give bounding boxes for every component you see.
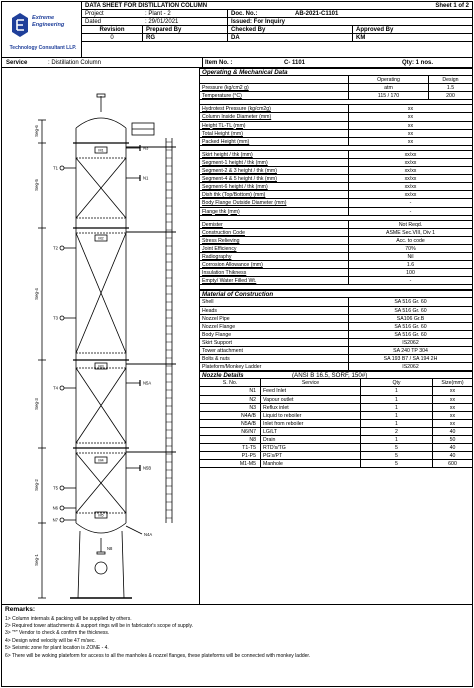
project-value: : Plant - 2 xyxy=(145,11,171,17)
nozzle-left-label-2: T3 xyxy=(53,315,58,321)
nozzle-rows xyxy=(200,387,472,468)
thk-row xyxy=(200,183,472,191)
doc-title: DATA SHEET FOR DISTILLATION COLUMN xyxy=(85,3,208,9)
nozzle-qty: 1 xyxy=(360,387,432,394)
design-row xyxy=(200,229,472,237)
docno-label: Doc. No.: xyxy=(227,10,292,18)
material-row xyxy=(200,323,472,331)
material-value: SA 240 TP 304 xyxy=(348,347,472,354)
datasheet xyxy=(1,1,473,687)
header-row-title xyxy=(82,2,472,10)
nozzle-service: Feed Inlet xyxy=(260,387,360,394)
design-label: Construction Code xyxy=(202,229,245,236)
nozzle-right-label-2: N5A xyxy=(143,380,152,386)
nozzle-right-label-3: N5B xyxy=(143,465,152,471)
revision-value: 0 xyxy=(110,35,114,41)
nozzle-qty: 5 xyxy=(360,460,432,467)
thk-label: Flange thk (mm) xyxy=(202,208,240,215)
mech-label: Hydrotest Pressure (kg/cm2g) xyxy=(202,106,271,113)
nozzle-service: Drain xyxy=(260,436,360,443)
header-row-names xyxy=(82,34,472,42)
nozzle-left-label-3: T4 xyxy=(53,385,58,391)
item-value: C- 1101 xyxy=(284,60,306,66)
section-operating-title: Operating & Mechanical Data xyxy=(200,68,472,76)
thk-label: Dish thk (Top/Bottom) (mm) xyxy=(202,192,266,199)
material-row xyxy=(200,363,472,371)
manhole-label-1: M2 xyxy=(98,236,104,241)
col-design: Design xyxy=(428,76,472,83)
nozzle-header-service: Service xyxy=(260,379,360,386)
nozzle-size: 600 xyxy=(432,460,472,467)
thk-value: xx/xx xyxy=(348,191,472,198)
material-label: Shell xyxy=(202,299,214,306)
design-value: 1.6 xyxy=(348,261,472,268)
material-value: SA106 Gr.B xyxy=(348,315,472,322)
col-operating: Operating xyxy=(348,76,428,83)
nozzle-header-row xyxy=(200,379,472,387)
design-row xyxy=(200,237,472,245)
design-label: Radiography xyxy=(202,253,232,260)
nozzle-service: Reflux inlet xyxy=(260,404,360,411)
nozzle-sno: N1 xyxy=(249,388,256,395)
nozzle-size: 40 xyxy=(432,452,472,459)
skirt-access-opening xyxy=(95,562,107,574)
nozzle-left-bulb-6 xyxy=(60,518,64,522)
approved-value: KM xyxy=(352,34,472,42)
drain-flange xyxy=(97,552,105,554)
thk-row xyxy=(200,191,472,199)
mechanical-rows xyxy=(200,105,472,145)
section-nozzle-title: Nozzle Details (ANSI B 16.5, SORF, 150#) xyxy=(200,371,472,379)
mech-label: Packed Height (mm) xyxy=(202,138,250,145)
design-value: - xyxy=(348,277,472,284)
material-label: Skirt Support xyxy=(202,339,232,346)
header-row-roles xyxy=(82,26,472,34)
nozzle-left-label-1: T2 xyxy=(53,245,58,251)
nozzle-qty: 1 xyxy=(360,420,432,427)
approved-label: Approved By xyxy=(352,26,472,34)
nozzle-sno: N6/N7 xyxy=(241,428,256,435)
operating-row xyxy=(200,84,472,92)
item-label: Item No. : xyxy=(202,58,232,68)
section-material-title: Material of Construction xyxy=(200,290,472,298)
nozzle-row xyxy=(200,412,472,420)
operating-op: 115 / 170 xyxy=(348,92,428,99)
segment-label-0: Seg-6 xyxy=(34,125,39,137)
nozzle-service: LG/LT xyxy=(260,428,360,435)
company-logo xyxy=(2,2,82,58)
thk-row xyxy=(200,175,472,183)
manhole-label-4: M5 xyxy=(98,513,104,518)
remark-line: 3> "*" Vendor to check & confirm the thickness. xyxy=(5,630,110,637)
material-label: Bolts & nuts xyxy=(202,356,230,363)
header-row-blank xyxy=(82,42,472,58)
mech-value: xx xyxy=(348,122,472,129)
nozzle-header-qty: Qty xyxy=(360,379,432,386)
nozzle-row xyxy=(200,436,472,444)
design-value: Acc. to code xyxy=(348,237,472,244)
material-value: SA 193 B7 / SA 194 2H xyxy=(348,355,472,362)
nozzle-size: xx xyxy=(432,387,472,394)
material-row xyxy=(200,298,472,306)
manhole-label-3: M4 xyxy=(98,458,104,463)
thk-value: xx/xx xyxy=(348,175,472,182)
material-row xyxy=(200,339,472,347)
nozzle-sno: P1-P5 xyxy=(241,453,256,460)
mech-row xyxy=(200,105,472,113)
thk-value: xx/xx xyxy=(348,159,472,166)
bottom-head xyxy=(76,523,126,533)
design-label: Stress Relieving xyxy=(202,237,240,244)
remark-line: 6> There will be woking plateform for access to all the manholes & nozzel flanges, these plateforms will be connected with monkey ladder. xyxy=(5,652,311,659)
material-rows xyxy=(200,298,472,371)
thk-row xyxy=(200,159,472,167)
nozzle-sno: N3 xyxy=(249,404,256,411)
design-rows xyxy=(200,221,472,286)
design-row xyxy=(200,253,472,261)
nozzle-sno: N4A/B xyxy=(241,412,256,419)
material-label: Nozzel Flange xyxy=(202,323,236,330)
nozzle-header-size: Size(mm) xyxy=(432,379,472,386)
material-value: SA 516 Gr. 60 xyxy=(348,307,472,314)
nozzle-left-bulb-4 xyxy=(60,486,64,490)
design-value: ASME Sec.VIII, Div 1 xyxy=(348,229,472,236)
design-label: Empty/ Water Filled Wt. xyxy=(202,278,257,285)
issued-label: Issued: For Inquiry xyxy=(227,18,472,26)
material-row xyxy=(200,315,472,323)
material-value: IS2062 xyxy=(348,363,472,370)
mech-label: Height TL-TL (mm) xyxy=(202,122,246,129)
mech-value: xx xyxy=(348,138,472,145)
thk-value: xx/xx xyxy=(348,167,472,174)
nozzle-sno: N5A/B xyxy=(241,420,256,427)
nozzle-qty: 1 xyxy=(360,436,432,443)
design-value: 100 xyxy=(348,269,472,276)
thk-value: xx/xx xyxy=(348,183,472,190)
prepared-value: RG xyxy=(142,34,227,42)
nozzle-right-label-0: N3 xyxy=(143,145,149,151)
nozzle-qty: 1 xyxy=(360,396,432,403)
project-label: Project xyxy=(85,11,104,17)
operating-label: Pressure (kg/cm2 g) xyxy=(202,85,249,92)
column-drawing xyxy=(2,68,200,604)
nozzle-qty: 5 xyxy=(360,452,432,459)
material-value: SA 516 Gr. 60 xyxy=(348,331,472,338)
skirt-right xyxy=(122,531,124,598)
thk-label: Body Flange Outside Diameter (mm) xyxy=(202,200,287,207)
manhole-label-0: M1 xyxy=(98,148,104,153)
design-label: Insulation Thikness xyxy=(202,270,247,277)
manhole-label-2: M3 xyxy=(98,364,104,369)
remarks-title: Remarks: xyxy=(5,606,36,613)
thk-value: xx/xx xyxy=(348,151,472,158)
docno-value: AB-2021-C1101 xyxy=(295,11,339,17)
thk-row xyxy=(200,151,472,159)
remark-line: 1> Column internals & packing will be supplied by others. xyxy=(5,615,132,622)
top-head xyxy=(76,118,126,128)
operating-label: Temperature (°C) xyxy=(202,93,242,100)
nozzle-sno: T1-T5 xyxy=(242,445,256,452)
service-value: : Distillation Column xyxy=(48,60,102,66)
mech-label: Column Inside Diameter (mm) xyxy=(202,114,272,121)
nozzle-service: PG's/PT xyxy=(260,452,360,459)
nozzle-qty: 1 xyxy=(360,412,432,419)
operating-header-row xyxy=(200,76,472,84)
thk-label: Segment-2 & 3 height / thk (mm) xyxy=(202,168,277,175)
nozzle-size: 40 xyxy=(432,428,472,435)
segment-label-1: Seg-5 xyxy=(34,179,39,191)
checked-label: Checked By xyxy=(227,26,352,34)
material-value: SA 516 Gr. 60 xyxy=(348,323,472,330)
nozzle-service: Manhole xyxy=(260,460,360,467)
material-label: Body Flange xyxy=(202,331,232,338)
nozzle-qty: 2 xyxy=(360,428,432,435)
nozzle-row xyxy=(200,428,472,436)
thk-label: Segment-6 height / thk (mm) xyxy=(202,184,268,191)
thk-label: Segment-1 height / thk (mm) xyxy=(202,159,268,166)
logo-wordmark xyxy=(32,15,64,29)
nozzle-row xyxy=(200,396,472,404)
qty-label: Qty: 1 nos. xyxy=(402,60,434,66)
remark-line: 2> Required tower attachments & support rings will be in fabricator's scope of supply. xyxy=(5,623,194,629)
column-elevation-diagram xyxy=(2,68,200,604)
nozzle-left-bulb-5 xyxy=(60,506,64,510)
nozzle-size: xx xyxy=(432,396,472,403)
nozzle-row xyxy=(200,444,472,452)
thk-value: - xyxy=(348,208,472,215)
header-block xyxy=(2,2,472,58)
nozzle-left-label-0: T1 xyxy=(53,165,58,171)
mech-row xyxy=(200,138,472,146)
nozzle-size: 40 xyxy=(432,444,472,451)
drain-label: N8 xyxy=(107,546,113,551)
company-line1: Extreme xyxy=(32,15,55,21)
nozzle-sno: N2 xyxy=(249,396,256,403)
nozzle-service: Inlet from reboiler xyxy=(260,420,360,427)
sheet-number: Sheet 1 of 2 xyxy=(435,3,469,9)
remarks-block xyxy=(2,604,472,688)
remark-line: 4> Design wind velocity will be 47 m/sec. xyxy=(5,637,96,644)
operating-op: atm xyxy=(348,84,428,91)
nozzle-size: xx xyxy=(432,412,472,419)
design-label: Joint Efficiency xyxy=(202,245,237,252)
mech-value: xx xyxy=(348,130,472,137)
nozzle-size: xx xyxy=(432,404,472,411)
company-subtitle: Technology Consultant LLP. xyxy=(9,45,77,51)
thk-label: Skirt height / thk (mm) xyxy=(202,151,253,158)
dated-value: : 29/01/2021 xyxy=(145,19,179,25)
design-value: Not Reqd. xyxy=(348,221,472,228)
material-label: Heads xyxy=(202,307,217,314)
mech-label: Total Height (mm) xyxy=(202,130,243,137)
nozzle-left-bulb-0 xyxy=(60,166,64,170)
material-row xyxy=(200,307,472,315)
revision-label: Revision xyxy=(99,27,125,33)
thk-row xyxy=(200,199,472,207)
nozzle-size: xx xyxy=(432,420,472,427)
header-row-project xyxy=(82,10,472,18)
material-row xyxy=(200,347,472,355)
material-value: IS2062 xyxy=(348,339,472,346)
nozzle-service: Liquid to reboiler xyxy=(260,412,360,419)
mech-row xyxy=(200,122,472,130)
segment-label-4: Seg-2 xyxy=(34,479,39,491)
nozzle-service: Vapour outlet xyxy=(260,396,360,403)
operating-row xyxy=(200,92,472,100)
operating-des: 1.5 xyxy=(428,84,472,91)
nozzle-qty: 5 xyxy=(360,444,432,451)
nozzle-sno: N8 xyxy=(249,437,256,444)
skirt-left xyxy=(78,531,80,598)
mech-row xyxy=(200,130,472,138)
dated-label: Dated xyxy=(85,19,102,25)
thk-label: Segment-4 & 5 height / thk (mm) xyxy=(202,176,277,183)
nozzle-sno: M1-M5 xyxy=(239,461,256,468)
design-row xyxy=(200,221,472,229)
segment-label-5: Seg-1 xyxy=(34,554,39,566)
thk-value: - xyxy=(348,199,472,206)
nozzle-n4-label: N4A xyxy=(144,532,153,537)
material-row xyxy=(200,355,472,363)
mech-value: xx xyxy=(348,113,472,120)
operating-des: 200 xyxy=(428,92,472,99)
nozzle-spec: (ANSI B 16.5, SORF, 150#) xyxy=(292,372,368,379)
design-value: Nil xyxy=(348,253,472,260)
nozzle-left-bulb-1 xyxy=(60,246,64,250)
nozzle-row xyxy=(200,404,472,412)
mech-row xyxy=(200,113,472,121)
nozzle-left-bulb-2 xyxy=(60,316,64,320)
remark-line: 5> Seismic zone for plant location is ZONE - 4. xyxy=(5,645,109,652)
material-row xyxy=(200,331,472,339)
design-label: Corrosion Allowance (mm) xyxy=(202,262,263,269)
prepared-label: Prepared By xyxy=(142,26,227,34)
service-strip xyxy=(2,58,472,68)
thickness-rows xyxy=(200,151,472,216)
operating-rows xyxy=(200,84,472,100)
nozzle-row xyxy=(200,460,472,468)
segment-label-3: Seg-3 xyxy=(34,398,39,410)
mech-value: xx xyxy=(348,105,472,112)
design-row xyxy=(200,245,472,253)
design-row xyxy=(200,277,472,285)
design-row xyxy=(200,269,472,277)
thk-row xyxy=(200,167,472,175)
nozzle-left-label-6: N7 xyxy=(52,517,58,523)
nozzle-n4-line xyxy=(126,526,142,534)
nozzle-left-label-5: N6 xyxy=(52,505,58,511)
thk-row xyxy=(200,208,472,216)
nozzle-left-bulb-3 xyxy=(60,386,64,390)
nozzle-row xyxy=(200,452,472,460)
data-table xyxy=(200,68,472,468)
company-line2: Engineering xyxy=(32,22,65,28)
checked-value: DA xyxy=(227,34,352,42)
header-row-dated xyxy=(82,18,472,26)
nozzle-header-sno: S. No. xyxy=(222,380,238,387)
material-label: Tower attachment xyxy=(202,348,243,354)
nozzle-qty: 1 xyxy=(360,404,432,411)
nozzle-row xyxy=(200,387,472,395)
nozzle-size: 50 xyxy=(432,436,472,443)
design-row xyxy=(200,261,472,269)
material-label: Plateform/Monkey Ladder xyxy=(202,364,262,371)
material-value: SA 516 Gr. 60 xyxy=(348,298,472,305)
nozzle-left-label-4: T5 xyxy=(53,485,58,491)
design-value: 70% xyxy=(348,245,472,252)
logo-icon xyxy=(10,12,30,38)
service-label: Service xyxy=(6,60,28,66)
design-label: Demister xyxy=(202,221,223,228)
segment-label-2: Seg-4 xyxy=(34,288,39,300)
nozzle-row xyxy=(200,420,472,428)
nozzle-right-label-1: N1 xyxy=(143,175,149,181)
nozzle-service: RTD's/TG xyxy=(260,444,360,451)
material-label: Nozzel Pipe xyxy=(202,315,230,322)
